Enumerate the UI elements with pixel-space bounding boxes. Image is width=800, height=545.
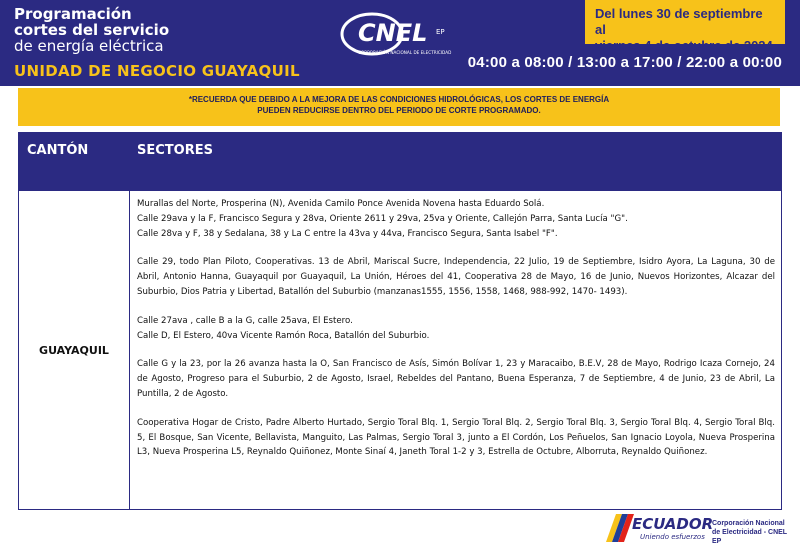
- title-line-2: cortes del servicio: [14, 21, 170, 39]
- cnel-logo: [338, 10, 458, 60]
- footer-org-line-1: Corporación Nacional: [712, 520, 785, 527]
- program-title: [14, 6, 169, 54]
- sector-paragraph-5: [137, 416, 775, 460]
- sector-line: Calle G y la 23, por la 26 avanza hasta la O, San Francisco de Asís, Simón Bolívar 1, 23 y Maracaibo, B.E.V, 28 de Mayo, Rodrigo Icaza Cornejo, 24 de Agosto, Progreso para el Suburbio, 2 de Agosto, Israel, Rebeldes del Pantano, Buena Esperanza, 7 de Septiembre, 4 de Junio, 23 de Abril, La Puntilla, 2 de Agosto.: [137, 359, 775, 399]
- header-canton: CANTÓN: [27, 143, 89, 158]
- logo-suffix: EP: [436, 28, 445, 36]
- sector-line: Calle 28va y F, 38 y Sedalana, 38 y La C entre la 43va y 44va, Francisco Segura, Santa Isabel "F".: [137, 228, 558, 239]
- sector-line: Calle 29, todo Plan Piloto, Cooperativas. 13 de Abril, Mariscal Sucre, Independencia, 22 Julio, 19 de Septiembre, Isidro Ayora, La Laguna, 30 de Abril, Antonio Hanna, Guayaquil por Guayaquil, La Unión, Héroes del 41, Cooperativa 28 de Mayo, 16 de Junio, Nuevos Horizontes, Alcazar del Suburbio, Dios Patria y Libertad, Batallón del Suburbio (manzanas1555, 1556, 1558, 1468, 988-992, 1470- 1493).: [137, 257, 775, 297]
- date-range-badge: [585, 0, 785, 53]
- title-line-1: Programación: [14, 5, 132, 23]
- ecuador-wordmark: ECUADOR: [632, 515, 714, 533]
- footer-org-name: [712, 519, 798, 545]
- sector-paragraph-4: [137, 357, 775, 401]
- sector-line: Calle D, El Estero, 40va Vicente Ramón Roca, Batallón del Suburbio.: [137, 330, 430, 341]
- footer-org-line-2: de Electricidad - CNEL EP: [712, 529, 787, 545]
- outage-table: [18, 132, 782, 510]
- sector-line: Cooperativa Hogar de Cristo, Padre Alberto Hurtado, Sergio Toral Blq. 1, Sergio Toral Blq. 2, Sergio Toral Blq. 3, Sergio Toral Blq. 4, Sergio Toral Blq. 5, El Bosque, San Vicente, Bellavista, Manguito, Las Palmas, Sergio Toral 3, junto a El Cordón, Los Peñuelos, San Ignacio Loyola, Nueva Prosperina L3, Nueva Prosperina L5, Reynaldo Quiñonez, Monte Sinaí 4, Janeth Toral 1-2 y 3, Estrella de Octubre, Alborruta, Reynaldo Quiñonez.: [137, 417, 775, 458]
- notice-banner: [18, 88, 780, 126]
- table-header-row: [19, 133, 781, 191]
- sector-line: Murallas del Norte, Prosperina (N), Avenida Camilo Ponce Avenida Novena hasta Eduardo Solá.: [137, 199, 545, 209]
- logo-subtitle: CORPORACIÓN NACIONAL DE ELECTRICIDAD: [358, 50, 452, 55]
- notice-line-2: PUEDEN REDUCIRSE DENTRO DEL PERIODO DE CORTE PROGRAMADO.: [257, 106, 541, 115]
- logo-wordmark: CNEL: [358, 19, 428, 47]
- table-row: [19, 191, 781, 509]
- business-unit-name: UNIDAD DE NEGOCIO GUAYAQUIL: [14, 62, 300, 80]
- outage-schedule: 04:00 a 08:00 / 13:00 a 17:00 / 22:00 a 00:00: [467, 54, 782, 71]
- sector-paragraph-1: [137, 197, 775, 241]
- sector-paragraph-3: [137, 314, 775, 344]
- title-line-3: de energía eléctrica: [14, 37, 164, 55]
- sector-line: Calle 29ava y la F, Francisco Segura y 28va, Oriente 2611 y 29va, 25va y Oriente, Callejón Parra, Santa Lucía "G".: [137, 213, 628, 224]
- ecuador-logo: [606, 512, 726, 542]
- header-banner: [0, 0, 800, 86]
- sector-paragraph-2: [137, 255, 775, 299]
- canton-cell: GUAYAQUIL: [39, 343, 109, 357]
- header-sectores: SECTORES: [137, 143, 213, 158]
- sectores-cell: [137, 197, 775, 460]
- notice-line-1: *RECUERDA QUE DEBIDO A LA MEJORA DE LAS CONDICIONES HIDROLÓGICAS, LOS CORTES DE ENERGÍA: [188, 95, 610, 104]
- date-line-1: Del lunes 30 de septiembre al: [595, 6, 763, 37]
- sector-line: Calle 27ava , calle B a la G, calle 25ava, El Estero.: [137, 315, 353, 326]
- date-line-2: viernes 4 de octubre de 2024: [595, 38, 773, 53]
- ecuador-tagline: Uniendo esfuerzos: [640, 533, 705, 541]
